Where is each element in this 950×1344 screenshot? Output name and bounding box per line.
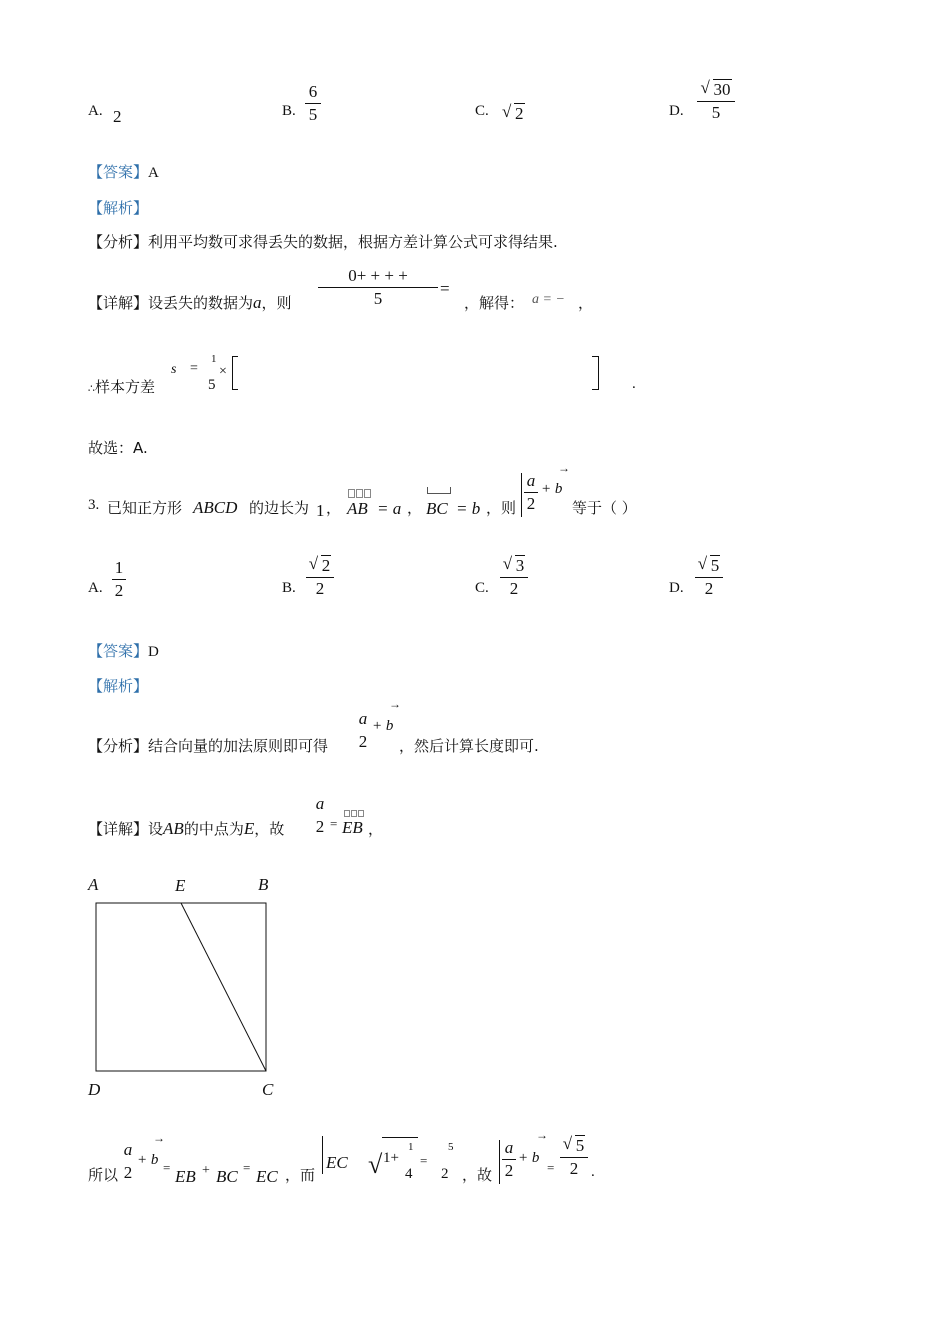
- q3-eb-vector-mark-1: [344, 810, 350, 817]
- q2-answer: 【答案】A: [88, 163, 159, 181]
- q2-jiexi-tag: 【解析】: [88, 199, 149, 217]
- square-abcd: [96, 903, 266, 1071]
- vertex-d-label: D: [88, 1080, 101, 1099]
- q2-variance-bracket-left-bottom: [232, 389, 238, 390]
- q3-bc-vector-mark: [427, 487, 451, 494]
- q3-xiangjie-end: ，: [368, 820, 384, 838]
- q3-fenxi-arrow-b: →: [389, 697, 401, 711]
- q3-option-c-label: C.: [475, 580, 489, 596]
- q2-solution: a = −: [532, 292, 565, 307]
- q3-answer: 【答案】D: [88, 642, 159, 660]
- q3-final-sqrt-vinculum: [382, 1137, 418, 1138]
- q2-option-d-fraction: √ 30 5: [697, 80, 735, 123]
- q3-final-abs-bar-ec: [322, 1136, 323, 1174]
- q3-abcd: ABCD: [193, 498, 238, 517]
- q2-option-b-fraction: 6 5: [305, 82, 321, 125]
- q3-fenxi-lead: 【分析】结合向量的加法原则即可得: [88, 737, 329, 755]
- q3-one: 1: [316, 501, 325, 520]
- q2-variance-one: 1: [211, 353, 217, 365]
- q2-xiangjie-lead: 【详解】设丢失的数据为a，则: [88, 293, 292, 312]
- q2-variance-bracket-left: [232, 356, 239, 390]
- q3-eq-b: = b: [456, 499, 481, 518]
- q2-variance-times: ×: [219, 364, 227, 379]
- q3-final-sqrt-sign: √: [368, 1150, 383, 1179]
- q3-xiangjie-eq: =: [330, 816, 338, 831]
- q3-final-half-a: a 2: [123, 1140, 133, 1182]
- q3-comma2: ，: [407, 499, 423, 517]
- q3-final-eq1: =: [163, 1160, 171, 1175]
- q3-jiexi-tag: 【解析】: [88, 677, 149, 695]
- q3-final-five: 5: [448, 1141, 454, 1153]
- q3-fenxi-half-a: a 2: [358, 709, 368, 751]
- q3-final-result: √ 5 2: [560, 1136, 588, 1179]
- q3-eb-vector-mark-2: [351, 810, 357, 817]
- q2-variance-label: ∴样本方差: [88, 378, 156, 396]
- q2-variance-bracket-left-top: [232, 356, 238, 357]
- q3-xiangjie-lead: 【详解】设AB的中点为E，故: [88, 819, 285, 838]
- q3-final-ec2: EC: [326, 1153, 348, 1172]
- q3-ab-vector-mark-3: [364, 489, 371, 498]
- q2-choice: 故选：A.: [88, 439, 148, 457]
- q3-bc: BC: [426, 499, 448, 518]
- q3-option-a-label: A.: [88, 580, 103, 596]
- q3-final-end: .: [591, 1164, 595, 1180]
- q2-option-a-value: 2: [113, 107, 122, 126]
- q3-final-abs-bar-left: [499, 1140, 500, 1184]
- q2-option-c-sqrt: √ 2: [502, 102, 524, 123]
- q3-final-arrow-b: →: [153, 1131, 165, 1145]
- q3-option-a-fraction: 1 2: [112, 558, 126, 601]
- q2-variance-five: 5: [208, 377, 216, 393]
- q3-final-two2: 2: [441, 1166, 449, 1182]
- q3-text3: ，则: [486, 499, 517, 517]
- q3-ab-vector-mark-2: [356, 489, 363, 498]
- square-diagram: [80, 870, 300, 1110]
- q2-solve-comma: ，: [578, 294, 594, 312]
- q3-ab-vector-mark-1: [348, 489, 355, 498]
- q3-plus-b: + b: [541, 481, 563, 497]
- q3-final-eq3: =: [420, 1153, 428, 1168]
- q3-final-ec: EC: [256, 1167, 278, 1186]
- vertex-c-label: C: [262, 1080, 274, 1099]
- segment-ec: [181, 903, 266, 1071]
- q3-fenxi-text2: ，然后计算长度即可.: [399, 737, 539, 755]
- q3-fenxi-plus-b: + b: [372, 718, 394, 734]
- q2-option-a-label: A.: [88, 103, 103, 119]
- q2-fenxi: 【分析】利用平均数可求得丢失的数据，根据方差计算公式可求得结果.: [88, 233, 558, 251]
- q3-comma1: ，: [326, 499, 342, 517]
- q2-option-d-label: D.: [669, 103, 684, 119]
- q3-final-four: 4: [405, 1166, 413, 1182]
- q2-variance-bracket-right-top: [592, 356, 598, 357]
- q3-abs-bar-left: [521, 473, 522, 517]
- q2-variance-eq: =: [190, 361, 198, 376]
- q3-final-eq4: =: [547, 1160, 555, 1175]
- q3-xiangjie-half-a: a 2: [315, 794, 325, 836]
- q2-variance-bracket-right: [592, 356, 599, 390]
- q3-final-one-plus: 1+: [383, 1150, 399, 1166]
- q2-variance-bracket-right-bottom: [592, 389, 598, 390]
- q2-mean-fraction: 0+ + + + 5: [318, 266, 438, 309]
- q3-final-arrow-b2: →: [536, 1128, 548, 1142]
- q3-option-d-fraction: √ 5 2: [695, 556, 723, 599]
- q3-final-eq2: =: [243, 1160, 251, 1175]
- q2-variance-end: .: [632, 376, 636, 392]
- q3-option-d-label: D.: [669, 580, 684, 596]
- q3-final-plus-b: + b: [137, 1152, 159, 1168]
- q3-final-text3: ，故: [462, 1166, 493, 1184]
- q3-ab: AB: [347, 499, 368, 518]
- q3-final-eb: EB: [175, 1167, 196, 1186]
- q2-mean-eq: =: [440, 279, 450, 298]
- vertex-b-label: B: [258, 875, 269, 894]
- q2-option-b-label: B.: [282, 103, 296, 119]
- q3-text4: 等于（ ）: [572, 499, 637, 517]
- q3-text1: 已知正方形: [107, 499, 183, 517]
- q3-vector-arrow-b: →: [558, 461, 570, 475]
- square-figure: [80, 870, 300, 1110]
- q3-option-b-fraction: √ 2 2: [306, 556, 334, 599]
- q2-variance-s: s: [171, 362, 177, 377]
- q3-final-text2: ，而: [285, 1166, 316, 1184]
- q2-solve-text: ，解得：: [464, 294, 525, 312]
- q3-half-a: a 2: [524, 471, 538, 514]
- vertex-a-label: A: [88, 875, 99, 894]
- q3-final-text1: 所以: [88, 1166, 119, 1184]
- q3-final-one: 1: [408, 1141, 414, 1153]
- q3-final-half-a2: a 2: [502, 1138, 516, 1181]
- q3-number: 3.: [88, 497, 100, 513]
- q3-final-plus-b2: + b: [518, 1150, 540, 1166]
- q2-option-c-label: C.: [475, 103, 489, 119]
- q3-text2: 的边长为: [249, 499, 310, 517]
- q3-final-plus: +: [202, 1163, 210, 1178]
- q3-xiangjie-eb: EB: [342, 818, 363, 837]
- q3-option-b-label: B.: [282, 580, 296, 596]
- q3-option-c-fraction: √ 3 2: [500, 556, 528, 599]
- q3-eb-vector-mark-3: [358, 810, 364, 817]
- q3-eq-a: = a: [377, 499, 402, 518]
- q3-final-bc: BC: [216, 1167, 238, 1186]
- vertex-e-label: E: [175, 876, 186, 895]
